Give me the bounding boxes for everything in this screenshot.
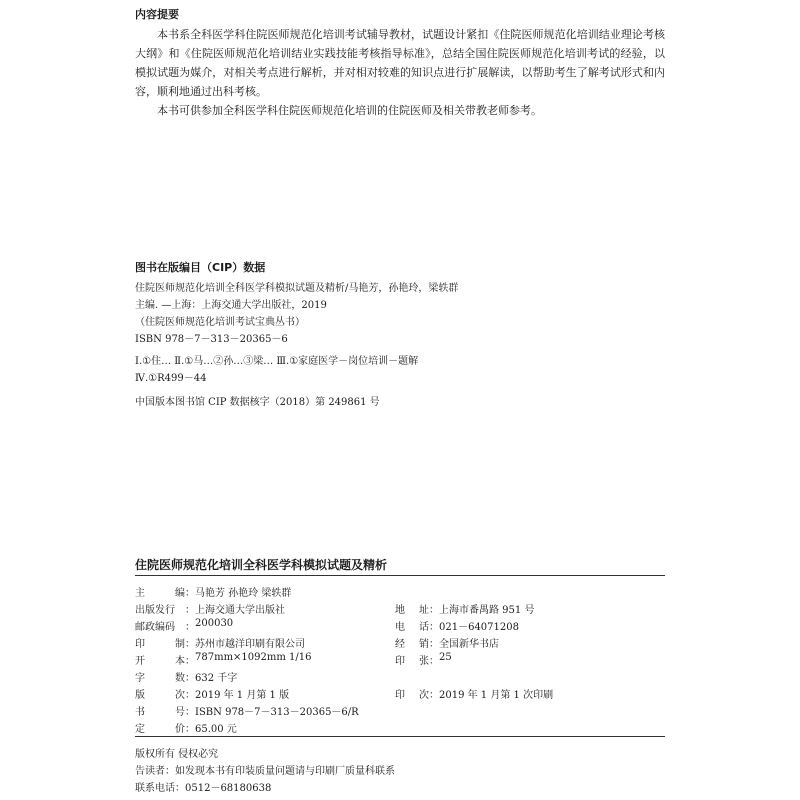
imprint-value: 2019 年 1 月第 1 版 [195,690,290,701]
cip-line-7: 中国版本图书馆 CIP 数据核字（2018）第 249861 号 [135,397,380,408]
imprint-value: 苏州市越洋印刷有限公司 [195,639,305,650]
imprint-row-phone: 电 话 ： 021－64071208 [395,618,519,633]
summary-paragraph-1-text: 本书系全科医学科住院医师规范化培训考试辅导教材，试题设计紧扣《住院医师规范化培训结业理论考核大纲》和《住院医师规范化培训结业实践技能考核指导标准》，总结全国住院医师规范化培训考试的经验，以模拟试题为媒介，对相关考点进行解析，并对相对较难的知识点进行扩展解读，以帮助考生了解考试形式和内容，顺利地通过出科考核。 [135,28,665,98]
imprint-value: 787mm×1092mm 1/16 [195,652,312,663]
imprint-key: 印 次 [395,690,429,701]
imprint-value: 200030 [195,618,234,629]
imprint-row-format: 开 本 ： 787mm×1092mm 1/16 [135,652,312,667]
imprint-value: ISBN 978－7－313－20365－6/R [195,707,359,718]
imprint-value: 全国新华书店 [439,639,499,650]
imprint-row-editors: 主 编 ： 马艳芳 孙艳玲 梁轶群 [135,584,291,599]
imprint-row-postcode: 邮政编码 ： 200030 [135,618,234,633]
imprint-value: 马艳芳 孙艳玲 梁轶群 [195,588,292,599]
imprint-key: 经 销 [395,639,429,650]
reader-notice: 告读者：如发现本书有印装质量问题请与印刷厂质量科联系 [135,766,395,777]
summary-paragraph-2-text: 本书可供参加全科医学科住院医师规范化培训的住院医师及相关带教老师参考。 [157,104,542,117]
imprint-key: 字 数 [135,673,185,684]
imprint-key: 出版发行 [135,605,175,616]
copyright-notice: 版权所有 侵权必究 [135,749,219,760]
contact-phone: 联系电话：0512－68180638 [135,783,272,794]
imprint-row-price: 定 价 ： 65.00 元 [135,720,237,735]
cip-line-2: 主编. —上海：上海交通大学出版社，2019 [135,300,327,311]
cip-line-4: ISBN 978－7－313－20365－6 [135,334,288,345]
imprint-row-distributor: 经 销 ： 全国新华书店 [395,635,499,650]
imprint-key: 开 本 [135,656,185,667]
imprint-row-publisher: 出版发行 ： 上海交通大学出版社 [135,601,285,616]
summary-paragraph-1 [135,25,665,101]
divider-bottom [135,736,665,737]
imprint-row-sheets: 印 张 ： 25 [395,652,452,667]
cip-line-6: Ⅳ.①R499－44 [135,373,207,384]
imprint-key: 定 价 [135,724,185,735]
imprint-value: 25 [439,652,452,663]
imprint-value: 021－64071208 [439,622,519,633]
summary-paragraph-2 [135,101,665,120]
imprint-value: 65.00 元 [195,724,237,735]
imprint-row-printer: 印 制 ： 苏州市越洋印刷有限公司 [135,635,305,650]
cip-heading: 图书在版编目（CIP）数据 [135,261,266,274]
imprint-row-printing: 印 次 ： 2019 年 1 月第 1 次印刷 [395,686,553,701]
imprint-value: 2019 年 1 月第 1 次印刷 [439,690,554,701]
imprint-row-address: 地 址 ： 上海市番禺路 951 号 [395,601,534,616]
imprint-key: 书 号 [135,707,185,718]
imprint-key: 主 编 [135,588,185,599]
imprint-value: 632 千字 [195,673,238,684]
imprint-row-edition: 版 次 ： 2019 年 1 月第 1 版 [135,686,289,701]
imprint-key: 地 址 [395,605,429,616]
book-title: 住院医师规范化培训全科医学科模拟试题及精析 [135,558,388,572]
imprint-row-wordcount: 字 数 ： 632 千字 [135,669,237,684]
cip-line-3: （住院医师规范化培训考试宝典丛书） [135,317,305,328]
cip-line-5: Ⅰ.①住… Ⅱ.①马…②孙…③梁… Ⅲ.①家庭医学－岗位培训－题解 [135,356,419,367]
imprint-row-isbn: 书 号 ： ISBN 978－7－313－20365－6/R [135,703,359,718]
imprint-key: 邮政编码 [135,622,175,633]
imprint-key: 电 话 [395,622,429,633]
imprint-key: 印 张 [395,656,429,667]
cip-line-1: 住院医师规范化培训全科医学科模拟试题及精析/马艳芳，孙艳玲，梁轶群 [135,283,459,294]
imprint-key: 版 次 [135,690,185,701]
imprint-value: 上海市番禺路 951 号 [439,605,535,616]
imprint-value: 上海交通大学出版社 [195,605,285,616]
summary-heading: 内容提要 [135,8,179,21]
divider-top [135,575,665,576]
imprint-key: 印 制 [135,639,185,650]
